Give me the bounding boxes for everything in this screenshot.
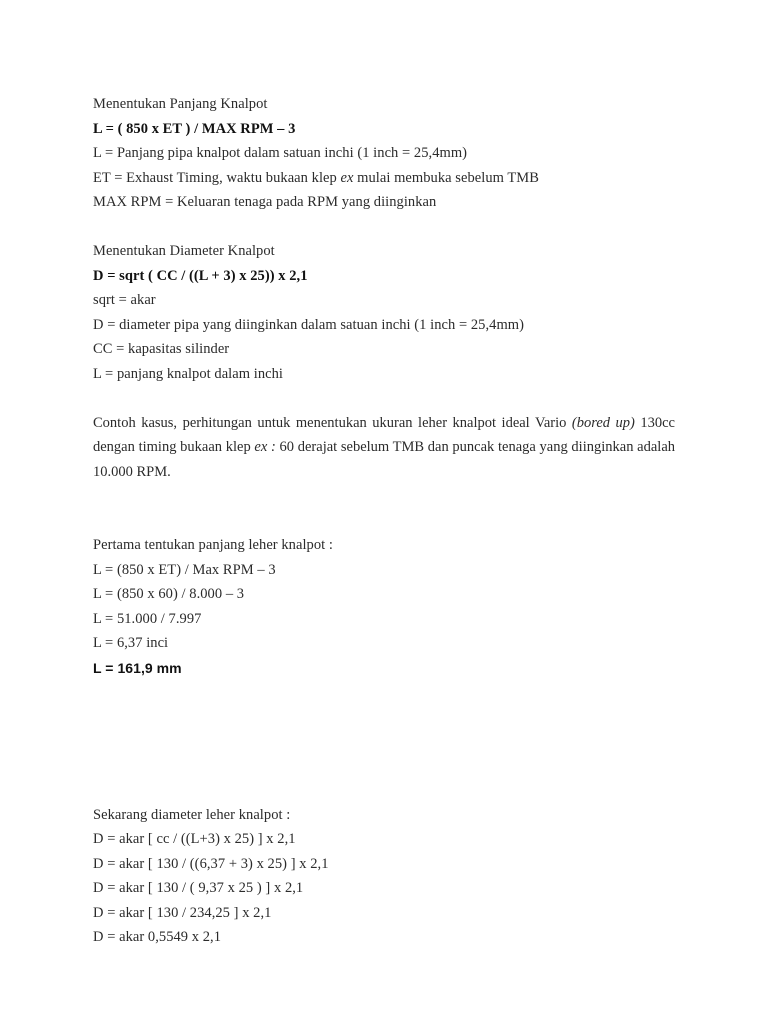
diameter-step-1: D = akar [ cc / ((L+3) x 25) ] x 2,1 (93, 831, 296, 847)
diameter-formula: D = sqrt ( CC / ((L + 3) x 25)) x 2,1 (93, 267, 308, 284)
diameter-step-4: D = akar [ 130 / 234,25 ] x 2,1 (93, 904, 272, 921)
diameter-calc-heading: Sekarang diameter leher knalpot : (93, 806, 291, 823)
length-step-3: L = 51.000 / 7.997 (93, 610, 202, 627)
document-page (93, 92, 675, 950)
length-calc-heading: Pertama tentukan panjang leher knalpot : (93, 537, 333, 553)
example-text-3: 60 derajat sebelum TMB dan puncak tenaga yang diinginkan adalah 10.000 RPM. (93, 439, 676, 480)
spacer (93, 386, 675, 411)
length-formula: L = ( 850 x ET ) / MAX RPM – 3 (93, 120, 296, 137)
definition-l: L = Panjang pipa knalpot dalam satuan inchi (1 inch = 25,4mm) (93, 145, 468, 161)
spacer (93, 484, 675, 533)
length-step-1: L = (850 x ET) / Max RPM – 3 (93, 561, 276, 578)
definition-sqrt: sqrt = akar (93, 292, 156, 308)
example-text-1: Contoh kasus, perhitungan untuk menentukan ukuran leher knalpot ideal Vario (93, 414, 572, 431)
section-heading-length: Menentukan Panjang Knalpot (93, 96, 268, 112)
et-suffix: mulai membuka sebelum TMB (353, 169, 539, 186)
length-result: L = 161,9 mm (93, 659, 182, 676)
spacer (93, 680, 675, 778)
definition-max-rpm: MAX RPM = Keluaran tenaga pada RPM yang diinginkan (93, 194, 437, 210)
example-italic-ex: ex : (254, 439, 276, 455)
diameter-step-5: D = akar 0,5549 x 2,1 (93, 929, 222, 945)
spacer (93, 215, 675, 240)
definition-cc: CC = kapasitas silinder (93, 341, 230, 357)
section-heading-diameter: Menentukan Diameter Knalpot (93, 243, 275, 259)
et-prefix: ET = Exhaust Timing, waktu bukaan klep (93, 169, 341, 186)
example-italic-bored-up: (bored up) (571, 414, 635, 431)
spacer (93, 778, 675, 803)
example-paragraph (93, 411, 675, 485)
et-italic: ex (340, 169, 354, 186)
length-step-4: L = 6,37 inci (93, 635, 169, 651)
diameter-step-3: D = akar [ 130 / ( 9,37 x 25 ) ] x 2,1 (93, 880, 304, 896)
length-step-2: L = (850 x 60) / 8.000 – 3 (93, 586, 245, 602)
definition-l-inch: L = panjang knalpot dalam inchi (93, 365, 283, 382)
diameter-step-2: D = akar [ 130 / ((6,37 + 3) x 25) ] x 2,1 (93, 855, 329, 872)
example-text-2: 130cc dengan timing bukaan klep (93, 414, 675, 455)
definition-et (93, 166, 675, 191)
definition-d: D = diameter pipa yang diinginkan dalam satuan inchi (1 inch = 25,4mm) (93, 316, 524, 333)
